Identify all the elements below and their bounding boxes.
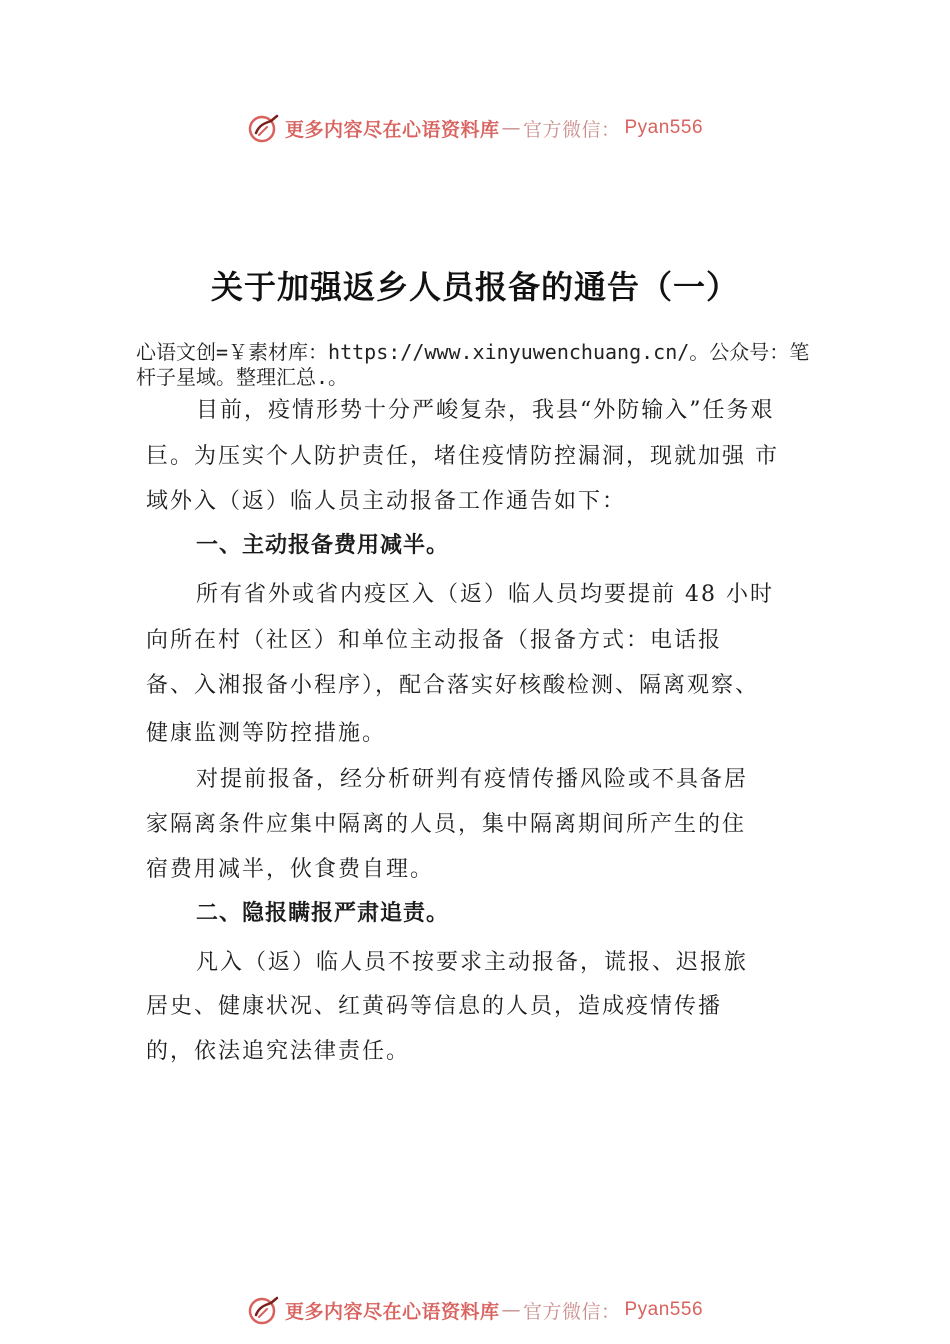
section-heading-2: 二、隐报瞒报严肃追责。 xyxy=(196,901,450,926)
body-line: 向所在村（社区）和单位主动报备（报备方式：电话报 xyxy=(146,628,723,653)
watermark-dash: — xyxy=(501,1299,521,1321)
body-line: 宿费用减半，伙食费自理。 xyxy=(146,857,435,882)
body-line: 健康监测等防控措施。 xyxy=(146,721,387,746)
body-line: 凡入（返）临人员不按要求主动报备，谎报、迟报旅 xyxy=(196,950,749,975)
body-line: 的，依法追究法律责任。 xyxy=(146,1039,411,1064)
body-line: 备、入湘报备小程序），配合落实好核酸检测、隔离观察、 xyxy=(146,673,760,698)
watermark-wechat-label: 官方微信： xyxy=(522,1300,621,1323)
watermark-brand: 更多内容尽在心语资料库 xyxy=(284,118,500,141)
body-line: 域外入（返）临人员主动报备工作通告如下： xyxy=(146,489,627,514)
body-line: 目前，疫情形势十分严峻复杂，我县“外防输入”任务艰 xyxy=(196,398,775,423)
watermark-wechat-label: 官方微信： xyxy=(522,118,621,141)
body-line: 对提前报备，经分析研判有疫情传播风险或不具备居 xyxy=(196,767,749,792)
footer-watermark xyxy=(0,1290,950,1330)
watermark-wechat-id: Pyan556 xyxy=(624,117,704,138)
header-watermark xyxy=(0,108,950,148)
body-line: 家隔离条件应集中隔离的人员，集中隔离期间所产生的住 xyxy=(146,812,747,837)
document-title: 关于加强返乡人员报备的通告（一） xyxy=(210,268,739,306)
body-line: 所有省外或省内疫区入（返）临人员均要提前 48 小时 xyxy=(196,582,774,607)
body-line: 居史、健康状况、红黄码等信息的人员，造成疫情传播 xyxy=(146,994,723,1019)
watermark-dash: — xyxy=(501,117,521,139)
watermark-brand: 更多内容尽在心语资料库 xyxy=(284,1300,500,1323)
watermark-wechat-id: Pyan556 xyxy=(624,1299,704,1320)
section-heading-1: 一、主动报备费用减半。 xyxy=(196,533,450,558)
pen-logo-icon xyxy=(247,1293,281,1327)
pen-logo-icon xyxy=(247,111,281,145)
source-note: 心语文创=￥素材库：https://www.xinyuwenchuang.cn/。公众号：笔杆子星域。整理汇总.。 xyxy=(136,340,810,389)
body-line: 巨。为压实个人防护责任，堵住疫情防控漏洞，现就加强 市 xyxy=(146,444,779,469)
